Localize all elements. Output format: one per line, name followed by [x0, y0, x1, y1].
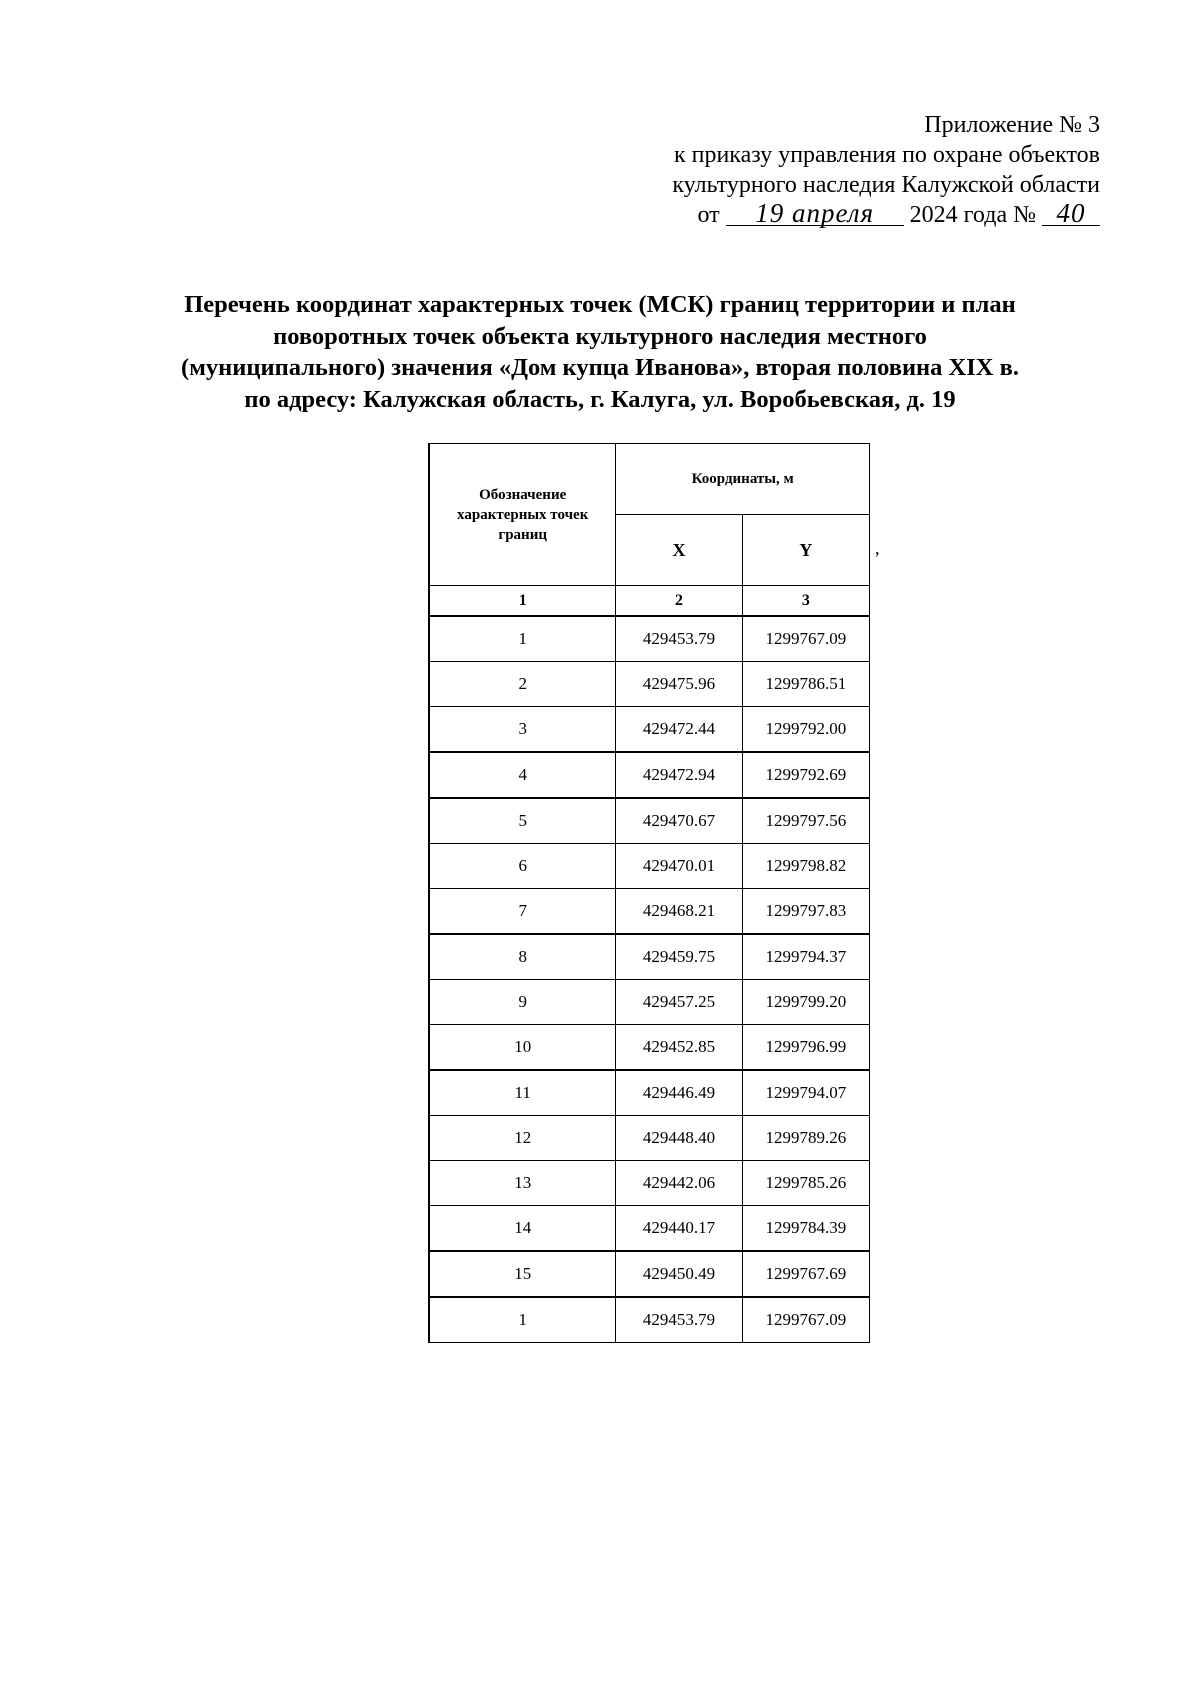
header-coordinates: Координаты, м: [616, 444, 870, 515]
table-row: [429, 934, 870, 980]
x-cell: 429470.67: [616, 798, 742, 844]
stray-mark: ,: [875, 538, 880, 558]
y-cell: 1299785.26: [742, 1161, 869, 1206]
table-row: [429, 1025, 870, 1071]
y-cell: 1299797.83: [742, 889, 869, 935]
table-row: [429, 844, 870, 889]
x-cell: 429453.79: [616, 1297, 742, 1343]
y-cell: 1299792.00: [742, 707, 869, 753]
table-row: [429, 616, 870, 662]
point-cell: 10: [429, 1025, 616, 1071]
y-cell: 1299784.39: [742, 1206, 869, 1252]
x-cell: 429453.79: [616, 616, 742, 662]
point-cell: 12: [429, 1116, 616, 1161]
table-row: [429, 1070, 870, 1116]
from-label: от: [697, 202, 720, 228]
appendix-block: [672, 110, 1100, 230]
title-line-4: по адресу: Калужская область, г. Калуга, ул. Воробьевская, д. 19: [244, 385, 956, 413]
point-cell: 4: [429, 752, 616, 798]
y-cell: 1299789.26: [742, 1116, 869, 1161]
x-cell: 429440.17: [616, 1206, 742, 1252]
table-row: [429, 707, 870, 753]
point-cell: 6: [429, 844, 616, 889]
x-cell: 429472.44: [616, 707, 742, 753]
y-cell: 1299794.37: [742, 934, 869, 980]
y-cell: 1299797.56: [742, 798, 869, 844]
y-cell: 1299796.99: [742, 1025, 869, 1071]
x-cell: 429448.40: [616, 1116, 742, 1161]
table-row: [429, 1116, 870, 1161]
point-cell: 13: [429, 1161, 616, 1206]
point-cell: 1: [429, 1297, 616, 1343]
col-number-3: 3: [742, 586, 869, 617]
title-line-1: Перечень координат характерных точек (МСК) границ территории и план: [184, 291, 1016, 318]
x-cell: 429446.49: [616, 1070, 742, 1116]
point-cell: 7: [429, 889, 616, 935]
table-row: [429, 1161, 870, 1206]
year-text: 2024 года №: [909, 202, 1036, 228]
col-number-1: 1: [429, 586, 616, 617]
x-cell: 429457.25: [616, 980, 742, 1025]
appendix-order-line: к приказу управления по охране объектов: [673, 142, 1100, 168]
handwritten-number: 40: [1042, 201, 1100, 226]
y-cell: 1299794.07: [742, 1070, 869, 1116]
y-cell: 1299792.69: [742, 752, 869, 798]
y-cell: 1299767.69: [742, 1251, 869, 1297]
point-cell: 11: [429, 1070, 616, 1116]
point-cell: 9: [429, 980, 616, 1025]
title-line-2: поворотных точек объекта культурного наследия местного: [273, 322, 927, 350]
x-cell: 429468.21: [616, 889, 742, 935]
x-cell: 429442.06: [616, 1161, 742, 1206]
point-cell: 8: [429, 934, 616, 980]
header-points: Обозначение характерных точек границ: [429, 444, 616, 586]
header-x: X: [616, 515, 742, 586]
col-number-2: 2: [616, 586, 742, 617]
x-cell: 429472.94: [616, 752, 742, 798]
y-cell: 1299767.09: [742, 1297, 869, 1343]
appendix-authority-line: культурного наследия Калужской области: [672, 172, 1100, 198]
y-cell: 1299799.20: [742, 980, 869, 1025]
table-row: [429, 1297, 870, 1343]
y-cell: 1299798.82: [742, 844, 869, 889]
table-row: [429, 798, 870, 844]
point-cell: 15: [429, 1251, 616, 1297]
appendix-title: Приложение № 3: [924, 112, 1100, 138]
x-cell: 429470.01: [616, 844, 742, 889]
x-cell: 429475.96: [616, 662, 742, 707]
point-cell: 1: [429, 616, 616, 662]
x-cell: 429450.49: [616, 1251, 742, 1297]
point-cell: 3: [429, 707, 616, 753]
table-row: [429, 889, 870, 935]
document-title: [90, 289, 1110, 415]
table-row: [429, 980, 870, 1025]
y-cell: 1299786.51: [742, 662, 869, 707]
appendix-date-line: [672, 200, 1100, 230]
table-row: [429, 662, 870, 707]
point-cell: 14: [429, 1206, 616, 1252]
header-y: Y: [742, 515, 869, 586]
coordinates-table: [428, 443, 870, 1343]
point-cell: 2: [429, 662, 616, 707]
point-cell: 5: [429, 798, 616, 844]
table-row: [429, 1206, 870, 1252]
table-row: [429, 1251, 870, 1297]
y-cell: 1299767.09: [742, 616, 869, 662]
title-line-3: (муниципального) значения «Дом купца Иванова», вторая половина XIX в.: [181, 354, 1019, 381]
table-row: [429, 752, 870, 798]
x-cell: 429459.75: [616, 934, 742, 980]
x-cell: 429452.85: [616, 1025, 742, 1071]
handwritten-date: 19 апреля: [726, 201, 904, 226]
